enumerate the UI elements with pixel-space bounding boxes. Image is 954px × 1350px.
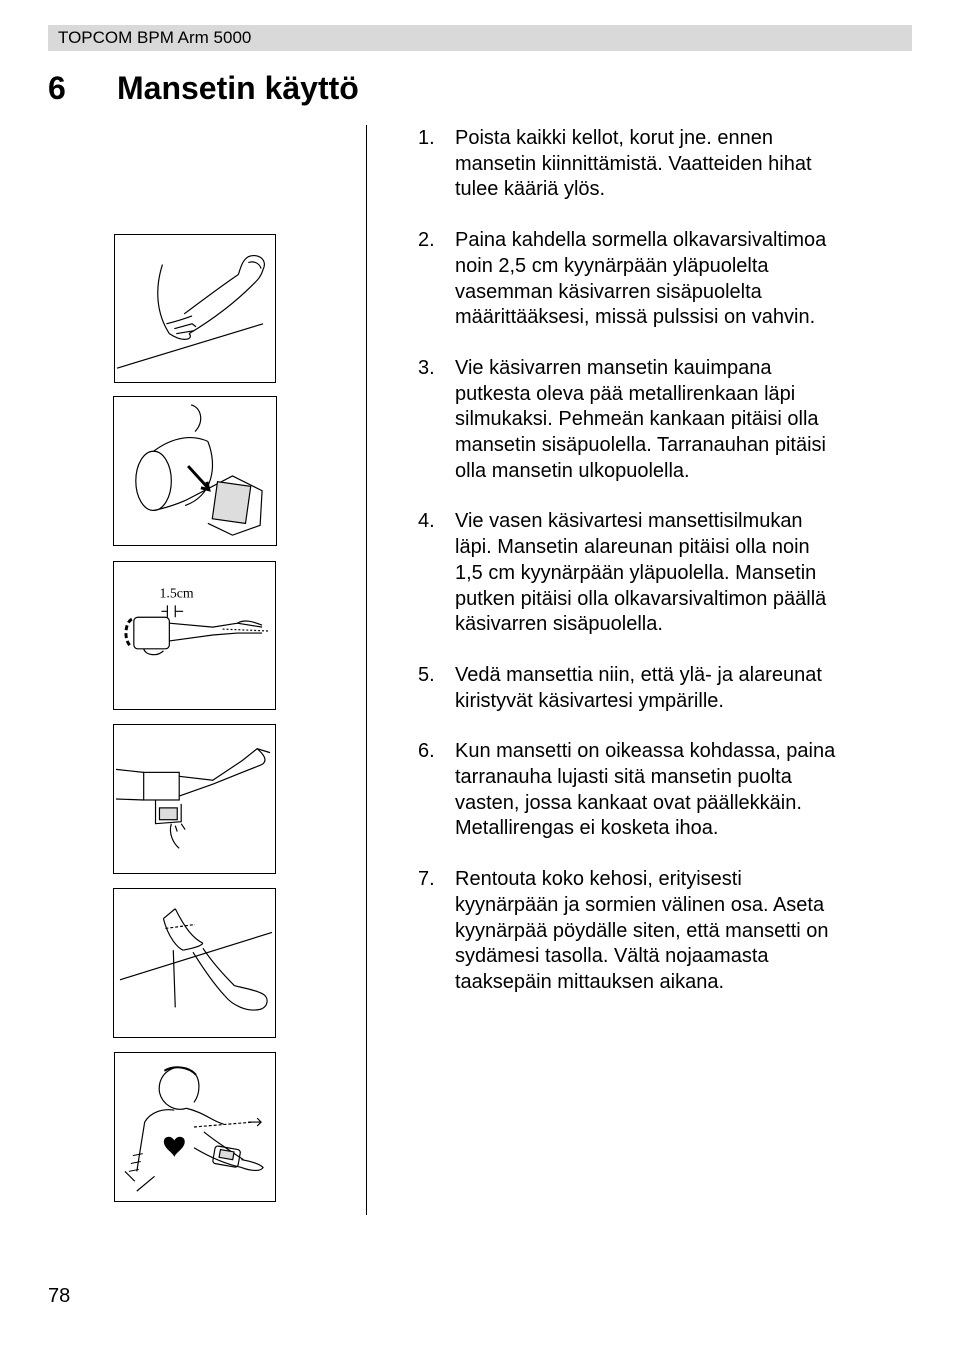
figure-cuff-ring bbox=[113, 396, 277, 546]
column-divider bbox=[366, 125, 367, 1215]
step-number: 4. bbox=[418, 510, 435, 533]
step-text: Vie käsivarren mansetin kauimpana putkesta oleva pää metallirenkaan läpi silmukaksi. Pehmeän kankaan pitäisi olla mansetin sisäpuolella. Tarranauhan pitäisi olla mansetin ulkopuolella. bbox=[455, 356, 826, 482]
arm-artery-illustration bbox=[115, 235, 275, 382]
list-item bbox=[418, 867, 838, 996]
fasten-velcro-illustration bbox=[114, 889, 275, 1037]
figure-cuff-position bbox=[113, 561, 276, 710]
cuff-loop-illustration bbox=[114, 397, 276, 545]
step-text: Vie vasen käsivartesi mansettisilmukan läpi. Mansetin alareunan pitäisi olla noin 1,5 cm kyynärpään yläpuolella. Mansetin putken pitäisi olla olkavarsivaltimon päällä käsivarren sisäpuolella. bbox=[455, 510, 827, 636]
running-header bbox=[48, 25, 912, 51]
figure-seated-measurement bbox=[114, 1052, 276, 1202]
step-number: 2. bbox=[418, 229, 435, 252]
step-number: 1. bbox=[418, 127, 435, 149]
figure-tighten-cuff bbox=[113, 724, 276, 874]
step-number: 3. bbox=[418, 356, 435, 379]
figure-fasten-velcro bbox=[113, 888, 276, 1038]
figure-locate-artery bbox=[114, 234, 276, 383]
step-number: 5. bbox=[418, 663, 435, 686]
step-text: Poista kaikki kellot, korut jne. ennen mansetin kiinnittämistä. Vaatteiden hihat tulee kääriä ylös. bbox=[455, 127, 812, 201]
cuff-position-illustration bbox=[114, 562, 275, 709]
instruction-steps bbox=[418, 126, 838, 996]
step-text: Kun mansetti on oikeassa kohdassa, paina tarranauha lujasti sitä mansetin puolta vasten, jossa kankaat ovat päällekkäin. Metallirengas ei kosketa ihoa. bbox=[455, 740, 836, 840]
step-text: Rentouta koko kehosi, erityisesti kyynärpään ja sormien välinen osa. Aseta kyynärpää pöydälle siten, että mansetti on sydämesi tasolla. Vältä nojaamasta taaksepäin mittauksen aikana. bbox=[455, 868, 829, 993]
step-text: Paina kahdella sormella olkavarsivaltimoa noin 2,5 cm kyynärpään yläpuolelta vasemman käsivarren sisäpuolelta määrittääksesi, missä pulssisi on vahvin. bbox=[455, 229, 827, 329]
list-item bbox=[418, 739, 838, 842]
list-item bbox=[418, 663, 838, 714]
list-item bbox=[418, 126, 838, 203]
list-item bbox=[418, 509, 838, 638]
section-number: 6 bbox=[48, 70, 66, 106]
list-item bbox=[418, 228, 838, 331]
seated-person-illustration bbox=[115, 1053, 275, 1201]
step-text: Vedä mansettia niin, että ylä- ja alareunat kiristyvät käsivartesi ympärille. bbox=[455, 663, 822, 712]
header-title: TOPCOM BPM Arm 5000 bbox=[58, 28, 252, 47]
section-title: Mansetin käyttö bbox=[117, 70, 359, 106]
distance-label: 1.5cm bbox=[159, 585, 194, 601]
tighten-cuff-illustration bbox=[114, 725, 275, 873]
step-number: 7. bbox=[418, 868, 435, 891]
page-number: 78 bbox=[48, 1285, 71, 1307]
list-item bbox=[418, 356, 838, 485]
step-number: 6. bbox=[418, 740, 435, 763]
